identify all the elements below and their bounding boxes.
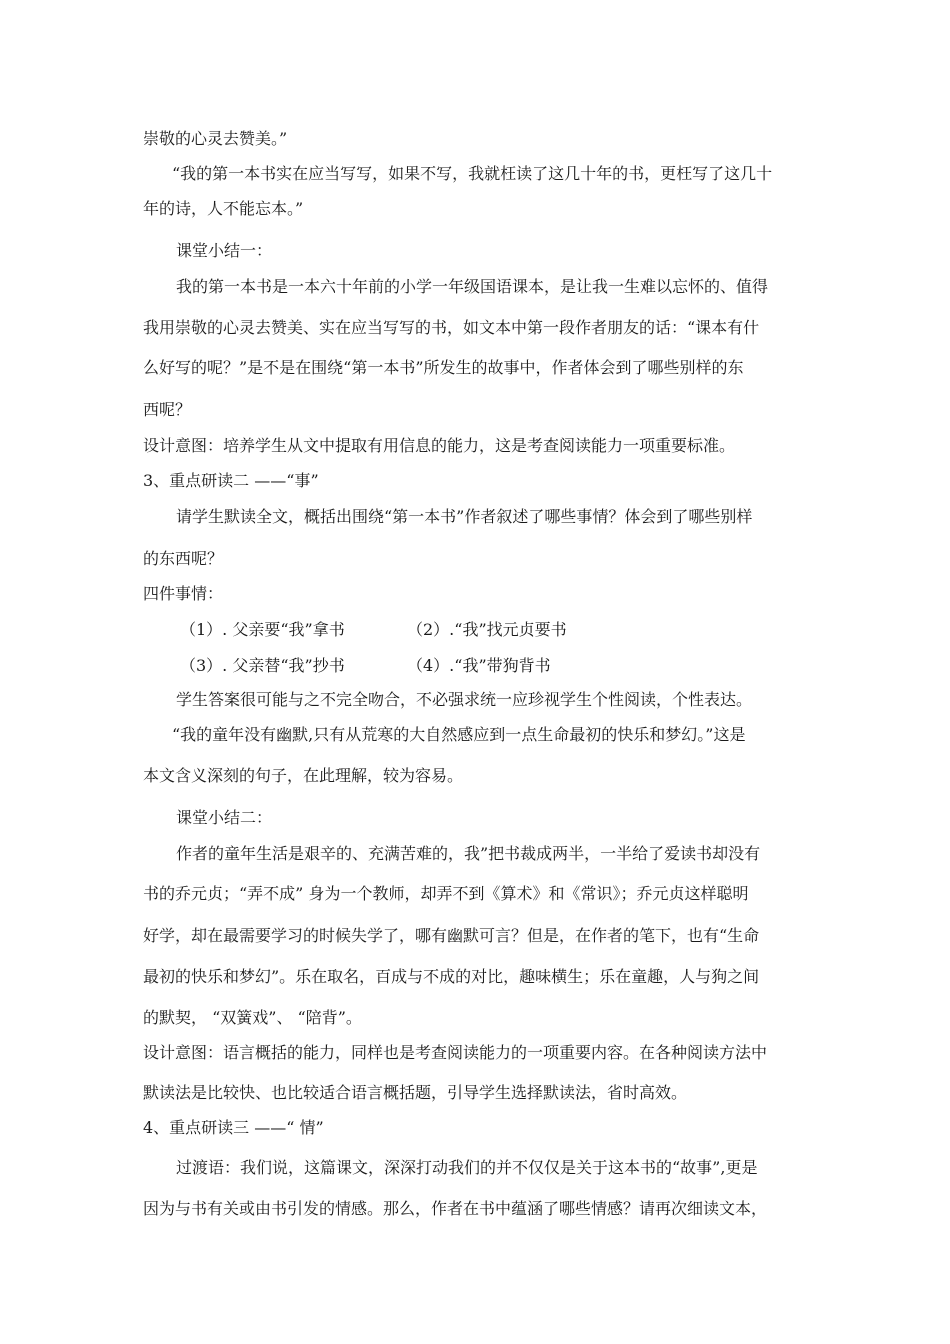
summary-paragraph: 我的第一本书是一本六十年前的小学一年级国语课本，是让我一生难以忘怀的、值得 [176,277,769,296]
list-heading: 四件事情： [143,584,224,603]
section-heading: 课堂小结一： [176,241,273,260]
list-item: （4）.“我”带狗背书 [407,656,551,675]
text-line: 最初的快乐和梦幻”。乐在取名，百成与不成的对比，趣味横生；乐在童趣，人与狗之间 [143,967,760,986]
text-line: 崇敬的心灵去赞美。” [143,129,288,148]
paragraph: 请学生默读全文，概括出围绕“第一本书”作者叙述了哪些事情？体会到了哪些别样 [176,507,753,526]
paragraph: 学生答案很可能与之不完全吻合，不必强求统一应珍视学生个性阅读，个性表达。 [176,690,753,709]
quote-paragraph: “我的童年没有幽默,只有从荒寒的大自然感应到一点生命最初的快乐和梦幻。”这是 [172,725,746,744]
text-line: 本文含义深刻的句子，在此理解，较为容易。 [143,766,464,785]
text-line: 的默契， “双簧戏”、 “陪背”。 [143,1008,362,1027]
section-heading: 课堂小结二： [176,808,273,827]
list-item: （3）. 父亲替“我”抄书 [180,656,345,675]
design-intent: 设计意图：语言概括的能力，同样也是考查阅读能力的一项重要内容。在各种阅读方法中 [143,1043,768,1062]
quote-paragraph: “我的第一本书实在应当写写，如果不写，我就枉读了这几十年的书，更枉写了这几十 [172,164,773,183]
text-line: 因为与书有关或由书引发的情感。那么，作者在书中蕴涵了哪些情感？请再次细读文本， [143,1199,768,1218]
text-line: 我用崇敬的心灵去赞美、实在应当写写的书，如文本中第一段作者朋友的话：“课本有什 [143,318,760,337]
summary-paragraph: 作者的童年生活是艰辛的、充满苦难的，我”把书裁成两半，一半给了爱读书却没有 [176,844,761,863]
text-line: 么好写的呢？”是不是在围绕“第一本书”所发生的故事中，作者体会到了哪些别样的东 [143,358,744,377]
list-item: （1）. 父亲要“我”拿书 [180,620,345,639]
text-line: 西呢？ [143,400,192,419]
text-line: 的东西呢？ [143,549,224,568]
text-line: 好学，却在最需要学习的时候失学了，哪有幽默可言？但是，在作者的笔下，也有“生命 [143,926,760,945]
text-line: 默读法是比较快、也比较适合语言概括题，引导学生选择默读法，省时高效。 [143,1083,688,1102]
text-line: 书的乔元贞；“弄不成” 身为一个教师，却弄不到《算术》和《常识》；乔元贞这样聪明 [143,884,749,903]
section-heading: 3、重点研读二 ——“事” [143,471,319,490]
paragraph: 过渡语：我们说，这篇课文，深深打动我们的并不仅仅是关于这本书的“故事”,更是 [176,1158,758,1177]
text-line: 年的诗，人不能忘本。” [143,199,304,218]
section-heading: 4、重点研读三 ——“ 情” [143,1118,324,1137]
design-intent: 设计意图：培养学生从文中提取有用信息的能力，这是考查阅读能力一项重要标准。 [143,436,736,455]
list-item: （2）.“我”找元贞要书 [407,620,567,639]
